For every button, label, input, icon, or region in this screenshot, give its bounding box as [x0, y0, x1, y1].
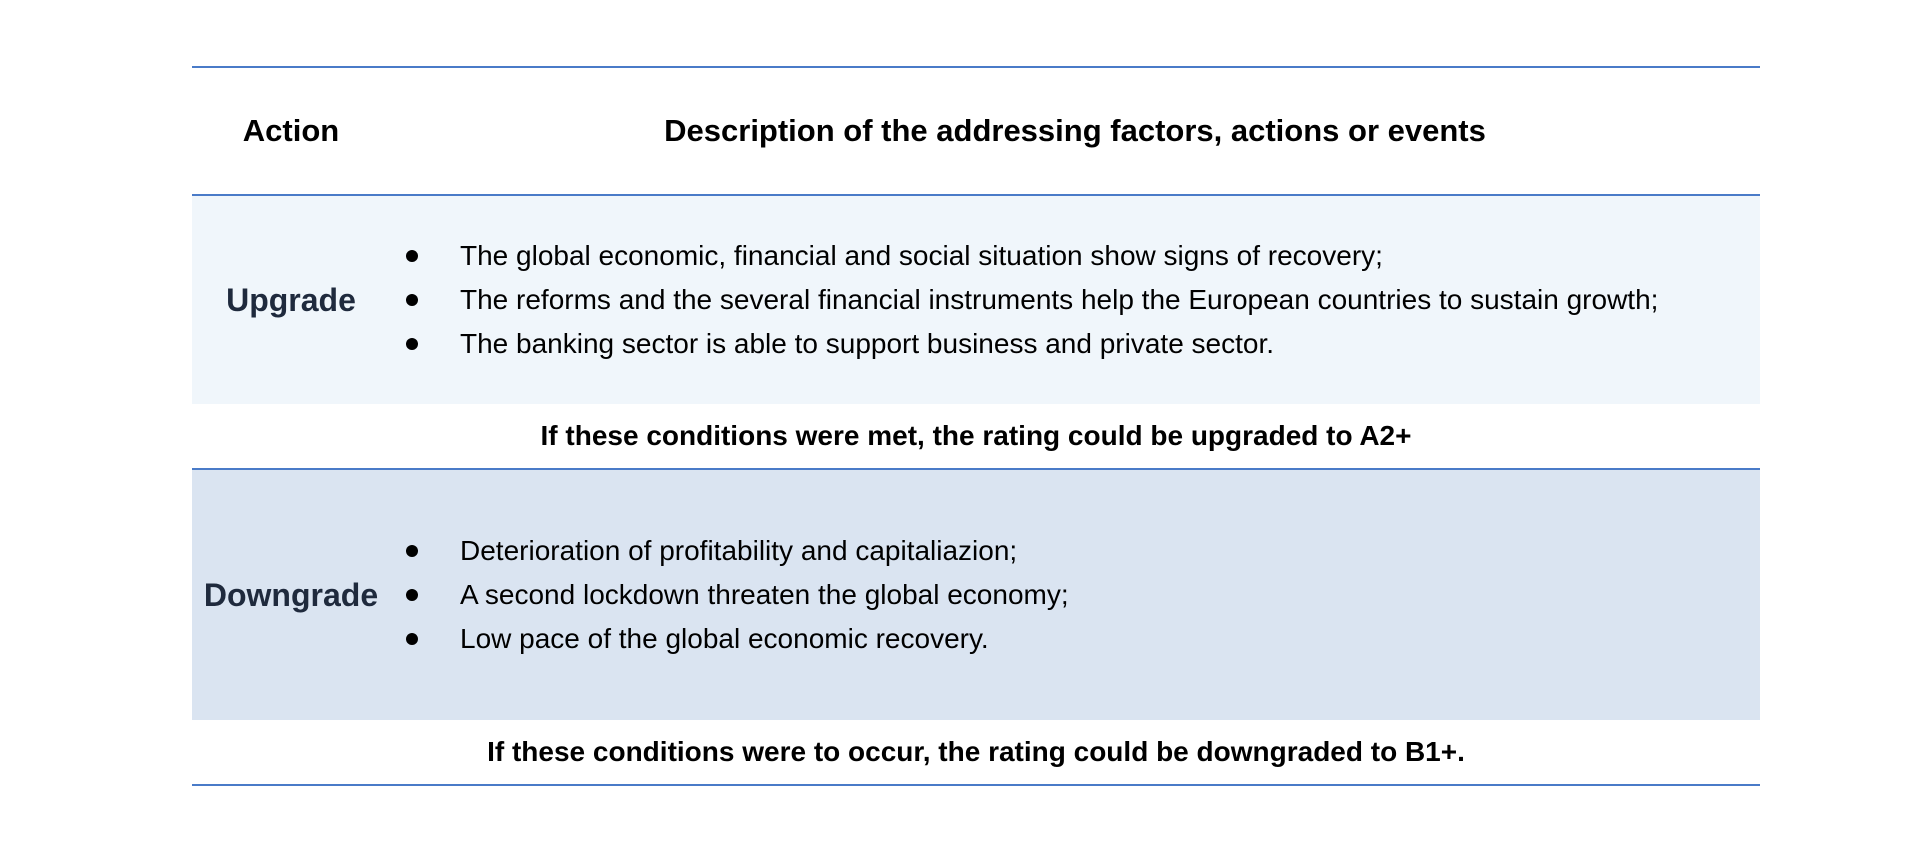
list-item — [460, 529, 1760, 573]
upgrade-label: Upgrade — [226, 281, 356, 318]
bullet-icon — [406, 633, 418, 645]
bullet-icon — [406, 294, 418, 306]
list-item-text: Low pace of the global economic recovery. — [460, 623, 989, 654]
list-item — [460, 322, 1760, 366]
header-description: Description of the addressing factors, actions or events — [664, 113, 1486, 148]
list-item — [460, 617, 1760, 661]
list-item — [460, 234, 1760, 278]
downgrade-label: Downgrade — [203, 576, 379, 613]
bullet-icon — [406, 589, 418, 601]
bullet-icon — [406, 545, 418, 557]
bottom-rule — [192, 784, 1760, 786]
list-item-text: Deterioration of profitability and capitaliazion; — [460, 535, 1018, 566]
downgrade-condition: If these conditions were to occur, the rating could be downgraded to B1+. — [487, 736, 1465, 767]
list-item — [460, 278, 1760, 322]
list-item — [460, 573, 1760, 617]
bullet-icon — [406, 338, 418, 350]
list-item-text: The reforms and the several financial instruments help the European countries to sustain growth; — [460, 284, 1659, 315]
upgrade-description — [390, 234, 1760, 366]
upgrade-list — [192, 234, 1760, 366]
list-item-text: The banking sector is able to support business and private sector. — [460, 328, 1275, 359]
downgrade-row — [192, 470, 1760, 720]
bullet-icon — [406, 250, 418, 262]
list-item-text: A second lockdown threaten the global economy; — [460, 579, 1069, 610]
downgrade-list — [192, 529, 1760, 661]
header-action: Action — [242, 113, 340, 148]
rating-action-table — [192, 66, 1760, 786]
upgrade-condition: If these conditions were met, the rating could be upgraded to A2+ — [540, 420, 1412, 451]
upgrade-row — [192, 196, 1760, 404]
downgrade-description — [390, 529, 1760, 661]
list-item-text: The global economic, financial and social situation show signs of recovery; — [460, 240, 1383, 271]
header-row — [192, 68, 1760, 194]
